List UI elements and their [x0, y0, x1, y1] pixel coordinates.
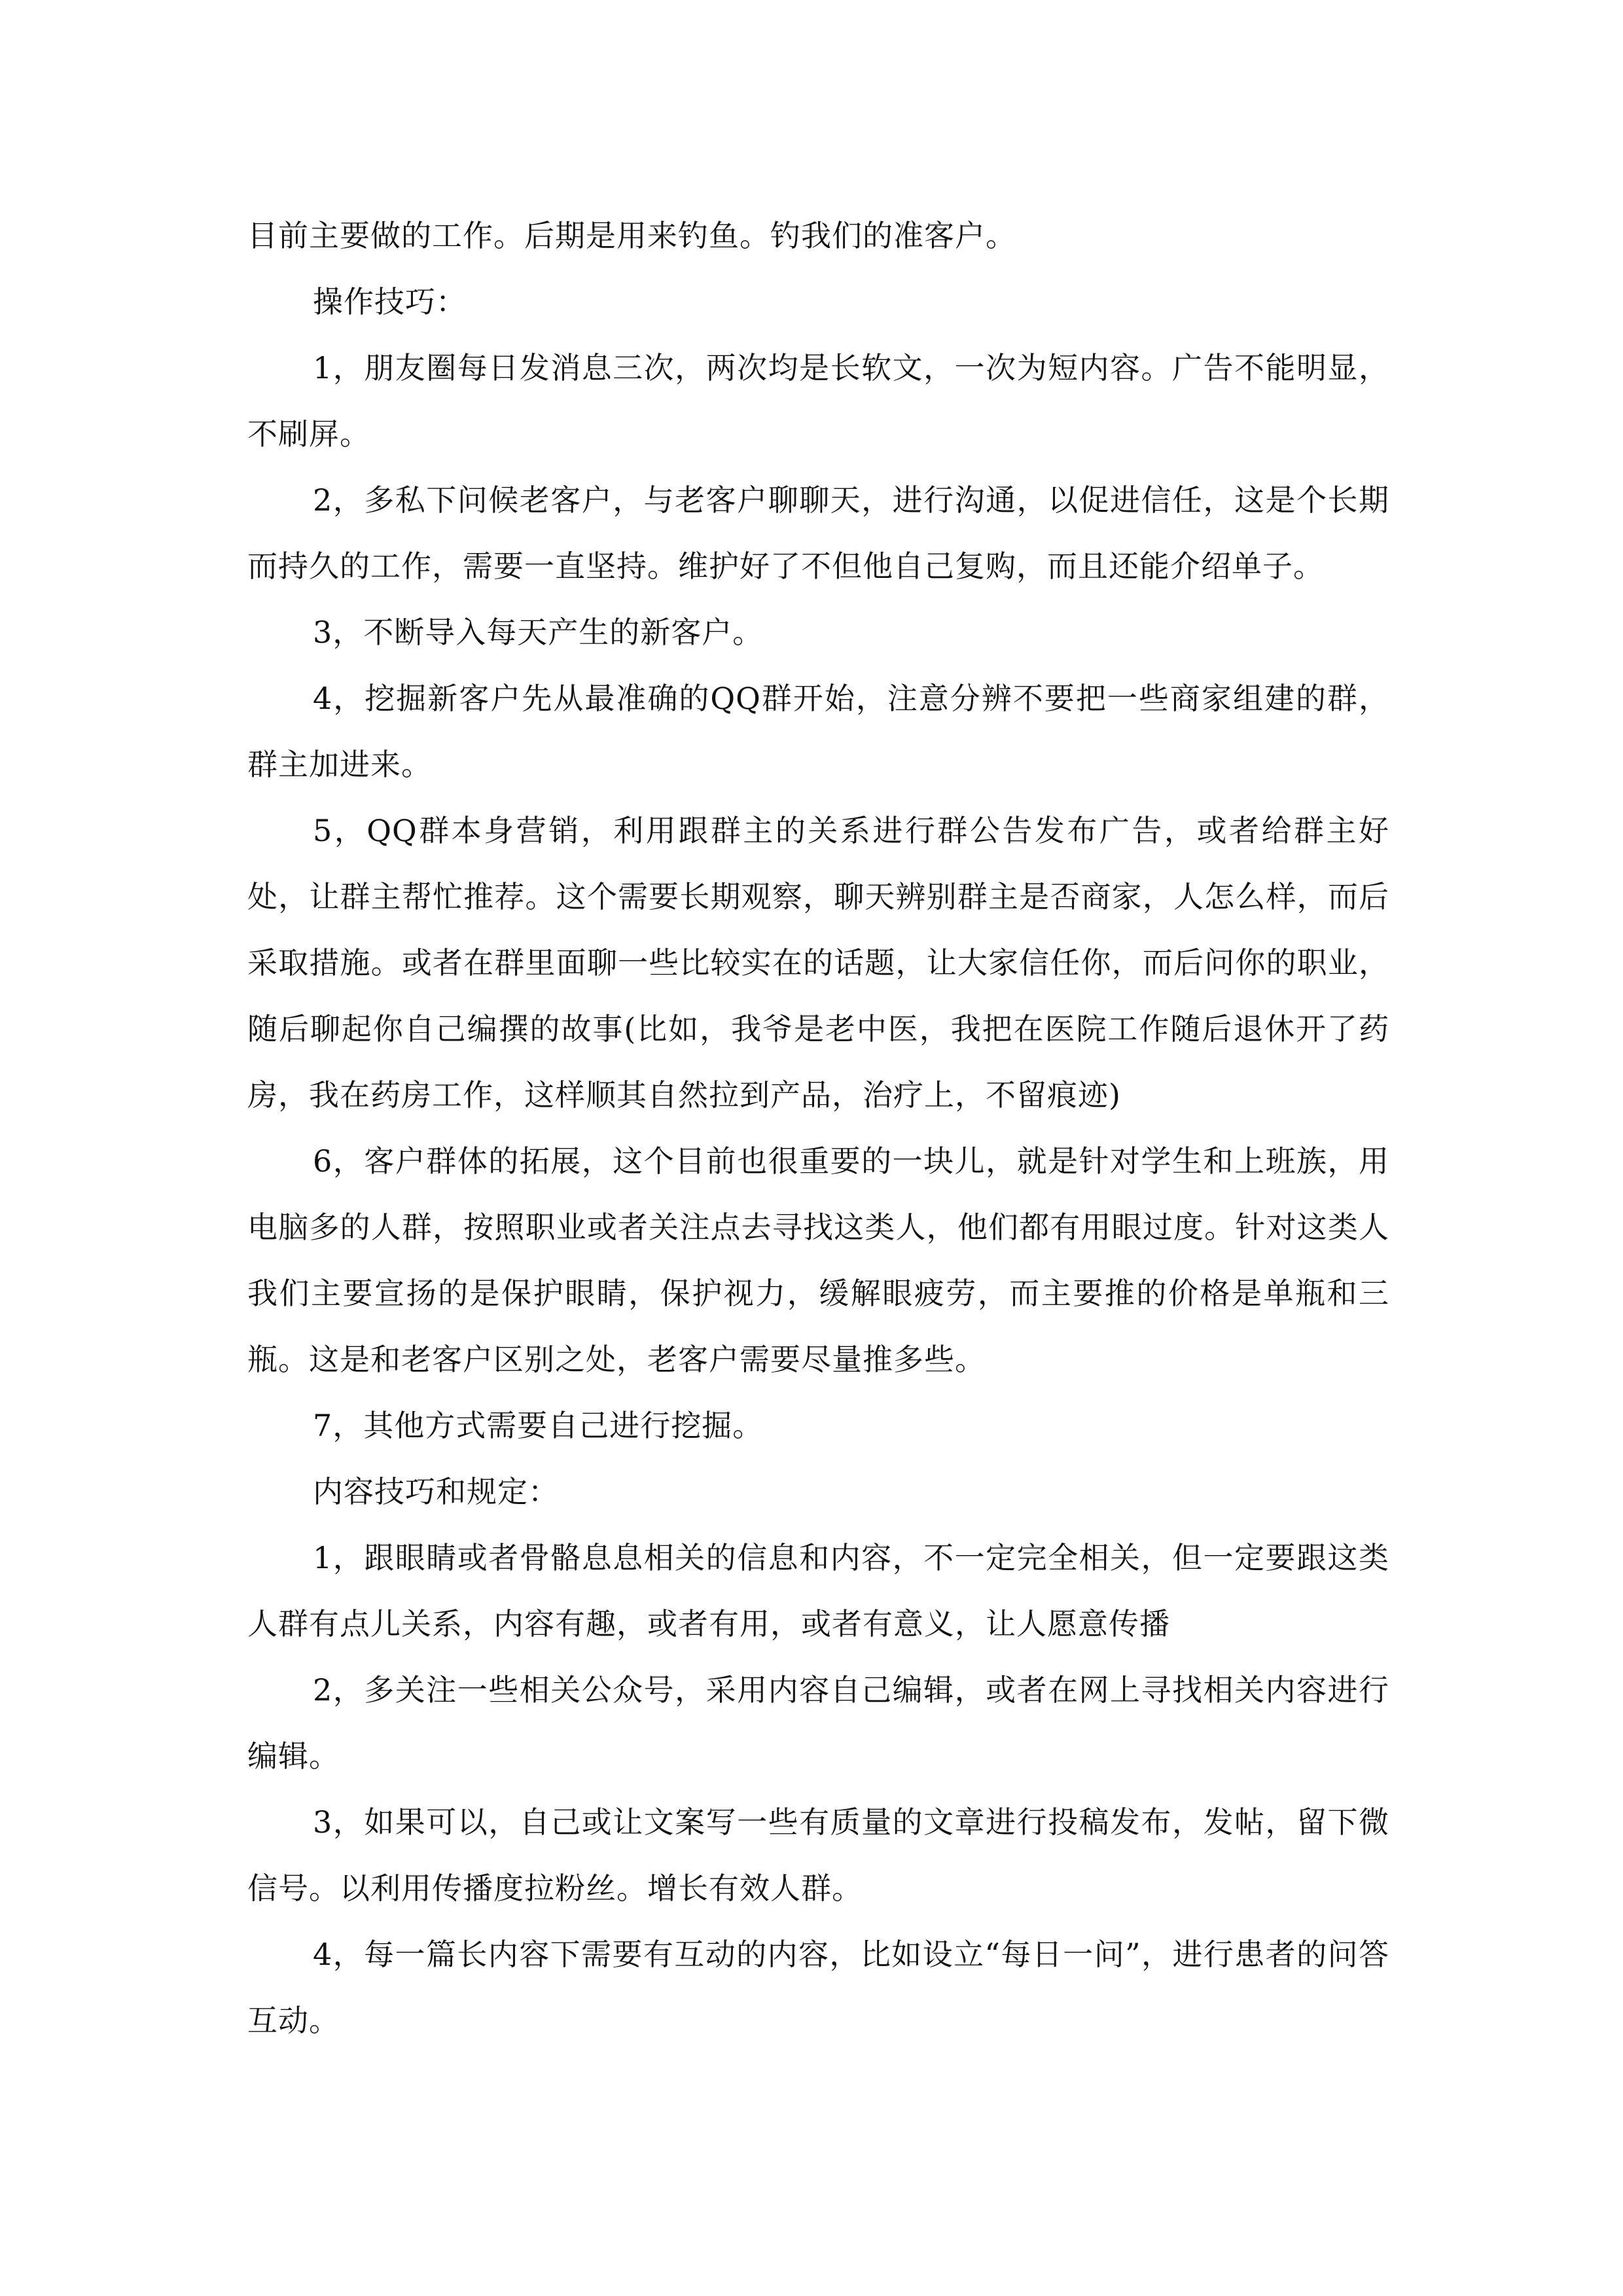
paragraph-operation-7: 7，其他方式需要自己进行挖掘。 — [313, 1408, 764, 1443]
paragraph-intro: 目前主要做的工作。后期是用来钓鱼。钓我们的准客户。 — [247, 218, 1016, 253]
paragraph-content-2: 2，多关注一些相关公众号，采用内容自己编辑，或者在网上寻找相关内容进行编辑。 — [247, 1672, 1389, 1774]
paragraph-operation-3: 3，不断导入每天产生的新客户。 — [313, 615, 764, 650]
paragraph-content-1: 1，跟眼睛或者骨骼息息相关的信息和内容，不一定完全相关，但一定要跟这类人群有点儿关系，内容有趣，或者有用，或者有意义，让人愿意传播 — [247, 1540, 1389, 1641]
paragraph-operation-2: 2，多私下问候老客户，与老客户聊聊天，进行沟通，以促进信任，这是个长期而持久的工作，需要一直坚持。维护好了不但他自己复购，而且还能介绍单子。 — [247, 482, 1389, 584]
heading-content-tips: 内容技巧和规定： — [313, 1474, 559, 1509]
paragraph-operation-1: 1，朋友圈每日发消息三次，两次均是长软文，一次为短内容。广告不能明显，不刷屏。 — [247, 350, 1389, 452]
paragraph-operation-6: 6，客户群体的拓展，这个目前也很重要的一块儿，就是针对学生和上班族，用电脑多的人群，按照职业或者关注点去寻找这类人，他们都有用眼过度。针对这类人我们主要宣扬的是保护眼睛，保护视力，缓解眼疲劳，而主要推的价格是单瓶和三瓶。这是和老客户区别之处，老客户需要尽量推多些。 — [247, 1143, 1389, 1377]
document-body — [247, 203, 1389, 2054]
heading-operation-tips: 操作技巧： — [313, 284, 467, 319]
paragraph-operation-5: 5，QQ群本身营销，利用跟群主的关系进行群公告发布广告，或者给群主好处，让群主帮忙推荐。这个需要长期观察，聊天辨别群主是否商家，人怎么样，而后采取措施。或者在群里面聊一些比较实在的话题，让大家信任你，而后问你的职业，随后聊起你自己编撰的故事(比如，我爷是老中医，我把在医院工作随后退休开了药房，我在药房工作，这样顺其自然拉到产品，治疗上，不留痕迹) — [247, 813, 1389, 1113]
paragraph-operation-4: 4，挖掘新客户先从最准确的QQ群开始，注意分辨不要把一些商家组建的群，群主加进来。 — [247, 681, 1389, 782]
paragraph-content-3: 3，如果可以，自己或让文案写一些有质量的文章进行投稿发布，发帖，留下微信号。以利用传播度拉粉丝。增长有效人群。 — [247, 1804, 1389, 1906]
paragraph-content-4: 4，每一篇长内容下需要有互动的内容，比如设立“每日一问”，进行患者的问答互动。 — [247, 1937, 1389, 2038]
